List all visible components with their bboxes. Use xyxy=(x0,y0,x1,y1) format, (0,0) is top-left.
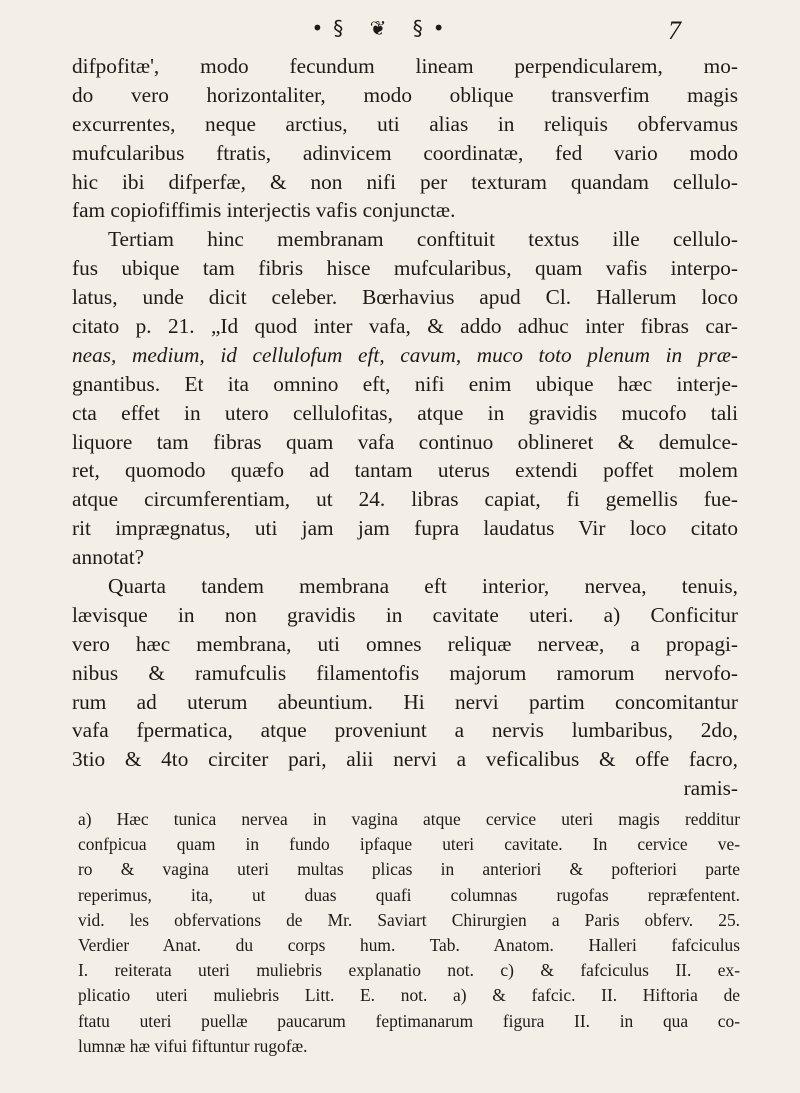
text-line: fus ubique tam fibris hisce mufcularibus, quam vafis interpo- xyxy=(72,256,738,281)
text-line: cta effet in utero cellulofitas, atque in gravidis mucofo tali xyxy=(72,400,738,425)
text-line: Tertiam hinc membranam conftituit textus ille cellulo- xyxy=(108,227,738,252)
footnote-line: reperimus, ita, ut duas quafi columnas rugofas repræfentent. xyxy=(78,884,740,905)
footnote-line: I. reiterata uteri muliebris explanatio not. c) & fafciculus II. ex- xyxy=(78,960,740,981)
text-line: citato p. 21. „Id quod inter vafa, & addo adhuc inter fibras car- xyxy=(72,314,738,339)
text-line: rit imprægnatus, uti jam jam fupra laudatus Vir loco citato xyxy=(72,516,738,541)
text-line: difpofitæ', modo fecundum lineam perpendicularem, mo- xyxy=(72,54,738,78)
footnote-line: vid. les obfervations de Mr. Saviart Chirurgien a Paris obferv. 25. xyxy=(78,909,740,930)
footnote xyxy=(78,807,740,1059)
text-line: latus, unde dicit celeber. Bœrhavius apud Cl. Hallerum loco xyxy=(72,285,738,310)
text-line: excurrentes, neque arctius, uti alias in reliquis obfervamus xyxy=(72,111,738,136)
text-line: vafa fpermatica, atque proveniunt a nervis lumbaribus, 2do, xyxy=(72,718,738,743)
text-line: nibus & ramufculis filamentofis majorum ramorum nervofo- xyxy=(72,660,738,685)
text-line: hic ibi difperfæ, & non nifi per texturam quandam cellulo- xyxy=(72,169,738,194)
text-line: annotat? xyxy=(72,545,145,570)
footnote-line: a) Hæc tunica nervea in vagina atque cervice uteri magis redditur xyxy=(78,809,740,829)
page-number: 7 xyxy=(668,16,681,45)
footnote-line: ro & vagina uteri multas plicas in anteriori & pofteriori parte xyxy=(78,859,740,880)
text-line: do vero horizontaliter, modo oblique transverfim magis xyxy=(72,82,738,107)
text-line: fam copiofiffimis interjectis vafis conjunctæ. xyxy=(72,198,456,223)
footnote-line: ftatu uteri puellæ paucarum feptimanarum figura II. in qua co- xyxy=(78,1010,740,1031)
text-line: vero hæc membrana, uti omnes reliquæ nerveæ, a propagi- xyxy=(72,631,738,656)
text-line: lævisque in non gravidis in cavitate uteri. a) Conficitur xyxy=(72,602,738,627)
text-line: Quarta tandem membrana eft interior, nervea, tenuis, xyxy=(108,574,738,599)
text-line: mufcularibus ftratis, adinvicem coordinatæ, fed vario modo xyxy=(72,140,738,165)
footnote-line: Verdier Anat. du corps hum. Tab. Anatom. Halleri fafciculus xyxy=(78,934,740,955)
text-line: rum ad uterum abeuntium. Hi nervi partim concomitantur xyxy=(72,689,738,714)
header-ornament: •§ ❦ §• xyxy=(311,16,455,40)
page-header xyxy=(0,10,800,50)
text-line: atque circumferentiam, ut 24. libras capiat, fi gemellis fue- xyxy=(72,487,738,512)
footnote-line: lumnæ hæ vifui fiftuntur rugofæ. xyxy=(78,1035,308,1056)
text-line: liquore tam fibras quam vafa continuo oblineret & demulce- xyxy=(72,429,738,454)
main-text xyxy=(72,52,738,803)
text-line: 3tio & 4to circiter pari, alii nervi a veficalibus & offe facro, xyxy=(72,747,738,772)
text-line: ret, quomodo quæfo ad tantam uterus extendi poffet molem xyxy=(72,458,738,483)
text-line: neas, medium, id cellulofum eft, cavum, muco toto plenum in præ- xyxy=(72,342,738,367)
text-line: gnantibus. Et ita omnino eft, nifi enim ubique hæc interje- xyxy=(72,371,738,396)
catchword: ramis- xyxy=(683,776,738,801)
footnote-line: confpicua quam in fundo ipfaque uteri cavitate. In cervice ve- xyxy=(78,834,740,855)
footnote-line: plicatio uteri muliebris Litt. E. not. a) & fafcic. II. Hiftoria de xyxy=(78,985,740,1006)
